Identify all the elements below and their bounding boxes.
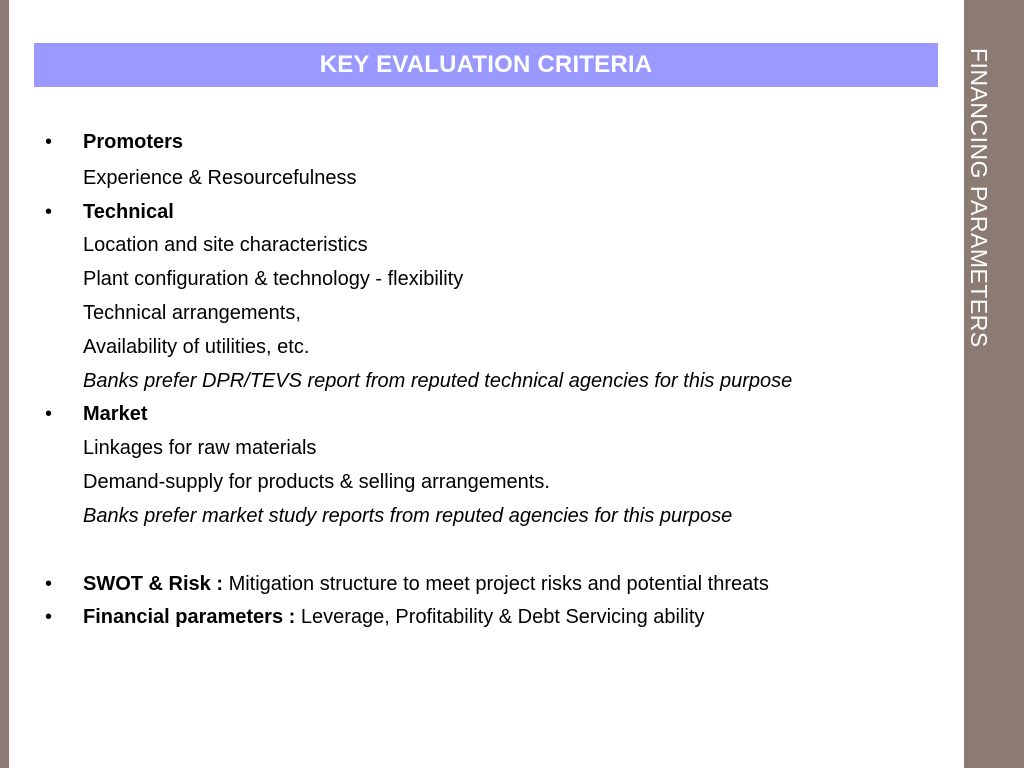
bullet-icon: • bbox=[45, 201, 53, 223]
swot-text: Mitigation structure to meet project risks and potential threats bbox=[223, 573, 769, 595]
section-heading-market: Market bbox=[83, 403, 148, 425]
promoters-line: Experience & Resourcefulness bbox=[83, 167, 357, 189]
swot-item bbox=[83, 572, 769, 596]
slide-title: KEY EVALUATION CRITERIA bbox=[319, 51, 653, 78]
technical-line: Location and site characteristics bbox=[83, 234, 368, 256]
financial-item bbox=[83, 605, 704, 629]
swot-heading: SWOT & Risk : bbox=[83, 573, 224, 595]
bullet-icon: • bbox=[45, 573, 53, 595]
market-note: Banks prefer market study reports from reputed agencies for this purpose bbox=[83, 505, 733, 527]
technical-line: Plant configuration & technology - flexibility bbox=[83, 268, 464, 290]
financial-text: Leverage, Profitability & Debt Servicing ability bbox=[295, 606, 705, 628]
market-line: Linkages for raw materials bbox=[83, 437, 317, 459]
bullet-icon: • bbox=[45, 403, 53, 425]
technical-line: Technical arrangements, bbox=[83, 302, 301, 324]
financial-heading: Financial parameters : bbox=[83, 606, 296, 628]
section-heading-technical: Technical bbox=[83, 201, 174, 223]
section-heading-promoters: Promoters bbox=[83, 131, 184, 153]
technical-note: Banks prefer DPR/TEVS report from reputed technical agencies for this purpose bbox=[83, 370, 793, 392]
bullet-icon: • bbox=[45, 131, 53, 153]
side-title: FINANCING PARAMETERS bbox=[966, 48, 992, 348]
technical-line: Availability of utilities, etc. bbox=[83, 336, 310, 358]
bullet-icon: • bbox=[45, 606, 53, 628]
market-line: Demand-supply for products & selling arrangements. bbox=[83, 471, 550, 493]
